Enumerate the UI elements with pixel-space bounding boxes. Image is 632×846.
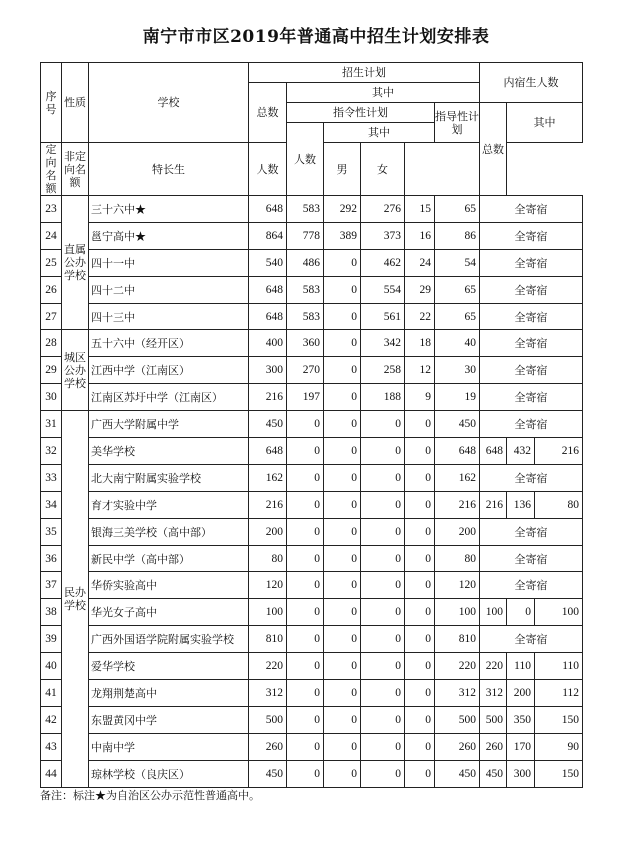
targeted-quota: 0	[324, 518, 361, 545]
page-title: 南宁市市区2019年普通高中招生计划安排表	[142, 27, 490, 47]
boarding-female: 150	[535, 706, 583, 733]
school-name: 三十六中★	[89, 196, 249, 223]
plan-total: 80	[249, 545, 287, 572]
boarding-female: 90	[535, 733, 583, 760]
targeted-quota: 0	[324, 330, 361, 357]
targeted-quota: 0	[324, 653, 361, 680]
non-targeted-quota: 0	[361, 411, 405, 438]
table-row	[41, 464, 583, 491]
table-row	[41, 518, 583, 545]
boarding-total: 500	[480, 706, 507, 733]
guidance-count: 65	[435, 196, 480, 223]
header-targeted-quota: 定向名额	[41, 143, 62, 196]
table-row	[41, 357, 583, 384]
boarding-female: 216	[535, 438, 583, 465]
boarding-status: 全寄宿	[480, 518, 583, 545]
targeted-quota: 0	[324, 626, 361, 653]
specialty-student: 0	[405, 680, 435, 707]
header-school: 学校	[89, 63, 249, 143]
guidance-count: 162	[435, 464, 480, 491]
school-name: 新民中学（高中部）	[89, 545, 249, 572]
school-name: 广西大学附属中学	[89, 411, 249, 438]
table-row	[41, 196, 583, 223]
specialty-student: 0	[405, 411, 435, 438]
boarding-total: 450	[480, 760, 507, 787]
plan-total: 312	[249, 680, 287, 707]
directive-count: 0	[287, 464, 324, 491]
directive-count: 0	[287, 599, 324, 626]
boarding-status: 全寄宿	[480, 222, 583, 249]
plan-total: 540	[249, 249, 287, 276]
boarding-female: 150	[535, 760, 583, 787]
non-targeted-quota: 0	[361, 518, 405, 545]
targeted-quota: 0	[324, 384, 361, 411]
guidance-count: 19	[435, 384, 480, 411]
guidance-count: 312	[435, 680, 480, 707]
row-seq: 23	[41, 196, 62, 223]
targeted-quota: 0	[324, 357, 361, 384]
guidance-count: 450	[435, 760, 480, 787]
non-targeted-quota: 0	[361, 572, 405, 599]
row-seq: 26	[41, 276, 62, 303]
non-targeted-quota: 276	[361, 196, 405, 223]
row-seq: 28	[41, 330, 62, 357]
header-non-targeted-quota: 非定向名额	[62, 143, 89, 196]
row-seq: 42	[41, 706, 62, 733]
school-name: 江西中学（江南区）	[89, 357, 249, 384]
header-male: 男	[324, 143, 361, 196]
row-seq: 24	[41, 222, 62, 249]
directive-count: 0	[287, 518, 324, 545]
plan-total: 648	[249, 438, 287, 465]
guidance-count: 120	[435, 572, 480, 599]
row-seq: 32	[41, 438, 62, 465]
table-row	[41, 303, 583, 330]
targeted-quota: 0	[324, 276, 361, 303]
plan-total: 864	[249, 222, 287, 249]
boarding-male: 432	[507, 438, 535, 465]
directive-count: 583	[287, 276, 324, 303]
boarding-female: 110	[535, 653, 583, 680]
directive-count: 0	[287, 760, 324, 787]
specialty-student: 0	[405, 438, 435, 465]
school-name: 邕宁高中★	[89, 222, 249, 249]
targeted-quota: 0	[324, 545, 361, 572]
school-name: 龙翔荆楚高中	[89, 680, 249, 707]
guidance-count: 216	[435, 491, 480, 518]
header-of-which-sub: 其中	[324, 123, 435, 143]
table-row	[41, 222, 583, 249]
specialty-student: 0	[405, 572, 435, 599]
plan-total: 648	[249, 196, 287, 223]
guidance-count: 100	[435, 599, 480, 626]
specialty-student: 15	[405, 196, 435, 223]
guidance-count: 40	[435, 330, 480, 357]
row-seq: 44	[41, 760, 62, 787]
specialty-student: 0	[405, 518, 435, 545]
header-guidance-plan: 指导性计划	[435, 103, 480, 143]
category-district-public: 城区公办学校	[62, 330, 89, 411]
plan-total: 220	[249, 653, 287, 680]
row-seq: 37	[41, 572, 62, 599]
boarding-total: 216	[480, 491, 507, 518]
boarding-status: 全寄宿	[480, 303, 583, 330]
table-row	[41, 545, 583, 572]
guidance-count: 54	[435, 249, 480, 276]
plan-total: 216	[249, 491, 287, 518]
header-boarding-total: 总数	[480, 103, 507, 196]
directive-count: 0	[287, 411, 324, 438]
school-name: 东盟黄冈中学	[89, 706, 249, 733]
row-seq: 27	[41, 303, 62, 330]
specialty-student: 0	[405, 545, 435, 572]
targeted-quota: 0	[324, 491, 361, 518]
header-boarding-of-which: 其中	[507, 103, 583, 143]
header-guidance-count: 人数	[249, 143, 287, 196]
row-seq: 41	[41, 680, 62, 707]
plan-total: 162	[249, 464, 287, 491]
plan-total: 200	[249, 518, 287, 545]
boarding-male: 136	[507, 491, 535, 518]
header-directive-plan: 指令性计划	[287, 103, 435, 123]
boarding-status: 全寄宿	[480, 626, 583, 653]
table-row	[41, 626, 583, 653]
guidance-count: 80	[435, 545, 480, 572]
non-targeted-quota: 0	[361, 760, 405, 787]
boarding-status: 全寄宿	[480, 572, 583, 599]
boarding-status: 全寄宿	[480, 464, 583, 491]
school-name: 四十二中	[89, 276, 249, 303]
targeted-quota: 0	[324, 760, 361, 787]
table-row	[41, 330, 583, 357]
header-boarding-group: 内宿生人数	[480, 63, 583, 103]
boarding-total: 260	[480, 733, 507, 760]
specialty-student: 29	[405, 276, 435, 303]
school-name: 爱华学校	[89, 653, 249, 680]
non-targeted-quota: 0	[361, 491, 405, 518]
non-targeted-quota: 0	[361, 545, 405, 572]
targeted-quota: 0	[324, 411, 361, 438]
table-row	[41, 760, 583, 787]
table-row	[41, 384, 583, 411]
footnote: 备注：标注★为自治区公办示范性普通高中。	[40, 789, 260, 802]
directive-count: 778	[287, 222, 324, 249]
specialty-student: 22	[405, 303, 435, 330]
table-row	[41, 249, 583, 276]
non-targeted-quota: 0	[361, 706, 405, 733]
non-targeted-quota: 0	[361, 599, 405, 626]
specialty-student: 0	[405, 491, 435, 518]
boarding-status: 全寄宿	[480, 545, 583, 572]
row-seq: 34	[41, 491, 62, 518]
plan-total: 300	[249, 357, 287, 384]
row-seq: 29	[41, 357, 62, 384]
school-name: 琼林学校（良庆区）	[89, 760, 249, 787]
header-of-which: 其中	[287, 83, 480, 103]
school-name: 广西外国语学院附属实验学校	[89, 626, 249, 653]
boarding-female: 100	[535, 599, 583, 626]
boarding-female: 80	[535, 491, 583, 518]
school-name: 五十六中（经开区）	[89, 330, 249, 357]
non-targeted-quota: 373	[361, 222, 405, 249]
non-targeted-quota: 188	[361, 384, 405, 411]
school-name: 江南区苏圩中学（江南区）	[89, 384, 249, 411]
boarding-status: 全寄宿	[480, 330, 583, 357]
row-seq: 43	[41, 733, 62, 760]
targeted-quota: 0	[324, 572, 361, 599]
specialty-student: 0	[405, 599, 435, 626]
guidance-count: 810	[435, 626, 480, 653]
directive-count: 0	[287, 572, 324, 599]
school-name: 四十三中	[89, 303, 249, 330]
directive-count: 583	[287, 196, 324, 223]
directive-count: 0	[287, 491, 324, 518]
boarding-total: 100	[480, 599, 507, 626]
header-female: 女	[361, 143, 405, 196]
table-row	[41, 438, 583, 465]
boarding-female: 112	[535, 680, 583, 707]
boarding-male: 200	[507, 680, 535, 707]
table-row	[41, 680, 583, 707]
row-seq: 39	[41, 626, 62, 653]
targeted-quota: 0	[324, 706, 361, 733]
category-private: 民办学校	[62, 411, 89, 787]
directive-count: 197	[287, 384, 324, 411]
school-name: 华光女子高中	[89, 599, 249, 626]
header-nature: 性质	[62, 63, 89, 143]
specialty-student: 0	[405, 626, 435, 653]
non-targeted-quota: 0	[361, 438, 405, 465]
plan-total: 450	[249, 760, 287, 787]
non-targeted-quota: 0	[361, 680, 405, 707]
boarding-male: 350	[507, 706, 535, 733]
boarding-total: 220	[480, 653, 507, 680]
school-name: 银海三美学校（高中部）	[89, 518, 249, 545]
header-seq: 序号	[41, 63, 62, 143]
table-row	[41, 411, 583, 438]
targeted-quota: 0	[324, 599, 361, 626]
table-row	[41, 706, 583, 733]
specialty-student: 0	[405, 653, 435, 680]
table-row	[41, 733, 583, 760]
category-direct-public: 直属公办学校	[62, 196, 89, 330]
plan-total: 260	[249, 733, 287, 760]
specialty-student: 18	[405, 330, 435, 357]
table-row	[41, 599, 583, 626]
guidance-count: 220	[435, 653, 480, 680]
school-name: 美华学校	[89, 438, 249, 465]
table-row	[41, 653, 583, 680]
non-targeted-quota: 462	[361, 249, 405, 276]
guidance-count: 65	[435, 276, 480, 303]
row-seq: 31	[41, 411, 62, 438]
plan-total: 810	[249, 626, 287, 653]
boarding-status: 全寄宿	[480, 384, 583, 411]
directive-count: 486	[287, 249, 324, 276]
specialty-student: 12	[405, 357, 435, 384]
directive-count: 0	[287, 706, 324, 733]
plan-total: 648	[249, 276, 287, 303]
non-targeted-quota: 0	[361, 653, 405, 680]
specialty-student: 0	[405, 760, 435, 787]
specialty-student: 16	[405, 222, 435, 249]
header-plan-group: 招生计划	[249, 63, 480, 83]
header-specialty-student: 特长生	[89, 143, 249, 196]
enrollment-plan-table	[40, 62, 583, 788]
targeted-quota: 0	[324, 733, 361, 760]
boarding-status: 全寄宿	[480, 357, 583, 384]
guidance-count: 86	[435, 222, 480, 249]
specialty-student: 0	[405, 733, 435, 760]
guidance-count: 30	[435, 357, 480, 384]
targeted-quota: 0	[324, 464, 361, 491]
non-targeted-quota: 561	[361, 303, 405, 330]
targeted-quota: 0	[324, 249, 361, 276]
non-targeted-quota: 0	[361, 464, 405, 491]
non-targeted-quota: 342	[361, 330, 405, 357]
targeted-quota: 0	[324, 680, 361, 707]
guidance-count: 500	[435, 706, 480, 733]
directive-count: 0	[287, 680, 324, 707]
non-targeted-quota: 0	[361, 733, 405, 760]
row-seq: 36	[41, 545, 62, 572]
targeted-quota: 389	[324, 222, 361, 249]
non-targeted-quota: 0	[361, 626, 405, 653]
header-count: 人数	[287, 123, 324, 196]
targeted-quota: 292	[324, 196, 361, 223]
school-name: 中南中学	[89, 733, 249, 760]
guidance-count: 450	[435, 411, 480, 438]
directive-count: 0	[287, 438, 324, 465]
specialty-student: 0	[405, 464, 435, 491]
plan-total: 100	[249, 599, 287, 626]
boarding-total: 312	[480, 680, 507, 707]
guidance-count: 65	[435, 303, 480, 330]
directive-count: 0	[287, 626, 324, 653]
plan-total: 450	[249, 411, 287, 438]
row-seq: 38	[41, 599, 62, 626]
school-name: 育才实验中学	[89, 491, 249, 518]
row-seq: 25	[41, 249, 62, 276]
directive-count: 0	[287, 733, 324, 760]
directive-count: 360	[287, 330, 324, 357]
school-name: 四十一中	[89, 249, 249, 276]
plan-total: 400	[249, 330, 287, 357]
boarding-status: 全寄宿	[480, 411, 583, 438]
header-plan-total: 总数	[249, 83, 287, 143]
boarding-status: 全寄宿	[480, 196, 583, 223]
row-seq: 30	[41, 384, 62, 411]
boarding-male: 0	[507, 599, 535, 626]
plan-total: 500	[249, 706, 287, 733]
directive-count: 270	[287, 357, 324, 384]
boarding-male: 110	[507, 653, 535, 680]
directive-count: 0	[287, 653, 324, 680]
targeted-quota: 0	[324, 303, 361, 330]
specialty-student: 0	[405, 706, 435, 733]
non-targeted-quota: 554	[361, 276, 405, 303]
boarding-male: 300	[507, 760, 535, 787]
specialty-student: 9	[405, 384, 435, 411]
non-targeted-quota: 258	[361, 357, 405, 384]
specialty-student: 24	[405, 249, 435, 276]
targeted-quota: 0	[324, 438, 361, 465]
row-seq: 40	[41, 653, 62, 680]
row-seq: 33	[41, 464, 62, 491]
directive-count: 0	[287, 545, 324, 572]
boarding-total: 648	[480, 438, 507, 465]
table-row	[41, 276, 583, 303]
boarding-male: 170	[507, 733, 535, 760]
row-seq: 35	[41, 518, 62, 545]
guidance-count: 200	[435, 518, 480, 545]
directive-count: 583	[287, 303, 324, 330]
table-row	[41, 491, 583, 518]
school-name: 北大南宁附属实验学校	[89, 464, 249, 491]
plan-total: 216	[249, 384, 287, 411]
boarding-status: 全寄宿	[480, 249, 583, 276]
guidance-count: 260	[435, 733, 480, 760]
boarding-status: 全寄宿	[480, 276, 583, 303]
plan-total: 648	[249, 303, 287, 330]
guidance-count: 648	[435, 438, 480, 465]
plan-total: 120	[249, 572, 287, 599]
school-name: 华侨实验高中	[89, 572, 249, 599]
table-row	[41, 572, 583, 599]
